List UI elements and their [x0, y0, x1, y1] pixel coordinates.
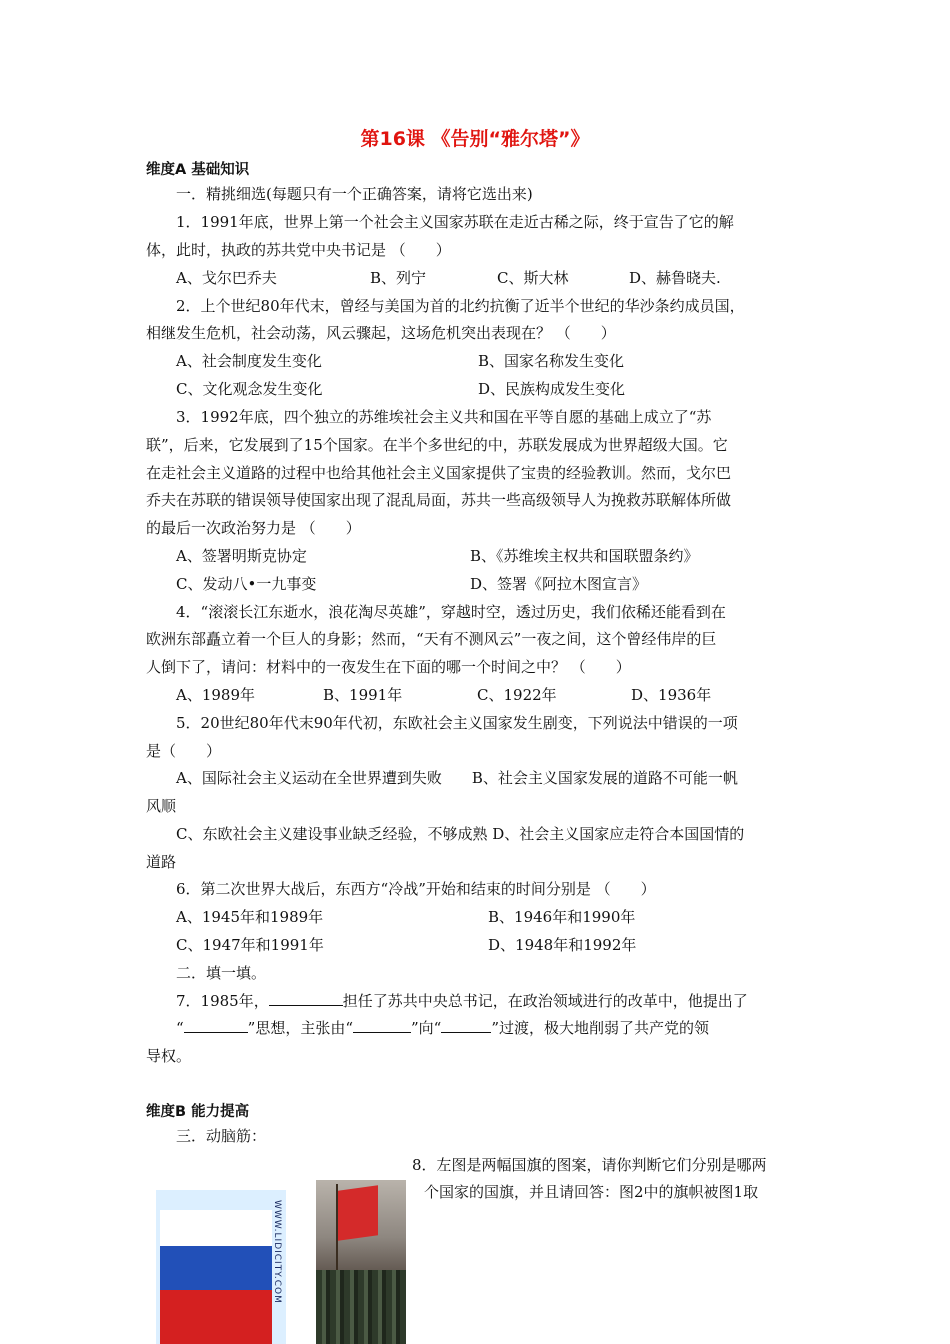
q2-option-b: B、国家名称发生变化: [478, 352, 625, 370]
q4-line-1: 4．“滚滚长江东逝水，浪花淘尽英雄”，穿越时空，透过历史，我们依稀还能看到在: [176, 603, 726, 621]
q3-line-3: 在走社会主义道路的过程中也给其他社会主义国家提供了宝贵的经验教训。然而，戈尔巴: [146, 464, 732, 482]
q4-line-2: 欧洲东部矗立着一个巨人的身影；然而，“天有不测风云”一夜之间，这个曾经伟岸的巨: [146, 630, 717, 648]
q5-options-ab: A、国际社会主义运动在全世界遭到失败 B、社会主义国家发展的道路不可能一帆: [176, 769, 738, 787]
watermark-text: WWW.LIDICITY.COM: [272, 1200, 282, 1304]
q1-option-c: C、斯大林: [497, 269, 569, 287]
parade-photo-image: [316, 1180, 406, 1344]
red-banner: [338, 1185, 378, 1241]
q5-line-2: 是（ ）: [146, 742, 222, 760]
q4-option-c: C、1922年: [477, 686, 557, 704]
lesson-title: 第16课 《告别“雅尔塔”》: [360, 128, 590, 150]
q6-option-b: B、1946年和1990年: [488, 908, 636, 926]
q1-option-d: D、赫鲁晓夫.: [629, 269, 721, 287]
q4-option-d: D、1936年: [631, 686, 712, 704]
q8-line-2: 个国家的国旗，并且请回答：图2中的旗帜被图1取: [424, 1183, 759, 1201]
q6-option-a: A、1945年和1989年: [176, 908, 324, 926]
q5-options-cd-cont: 道路: [146, 853, 177, 871]
q7-text-f: ”过渡，极大地削弱了共产党的领: [491, 1019, 710, 1037]
q7-text-c: “: [176, 1019, 184, 1037]
q7-text-a: 7．1985年，: [176, 992, 269, 1010]
q3-option-c: C、发动八•一九事变: [176, 575, 317, 593]
q5-options-ab-cont: 风顺: [146, 797, 177, 815]
q1-option-a: A、戈尔巴乔夫: [176, 269, 277, 287]
q2-line-2: 相继发生危机，社会动荡，风云骤起，这场危机突出表现在？ （ ）: [146, 324, 616, 342]
q3-option-d: D、签署《阿拉木图宣言》: [470, 575, 648, 593]
q4-option-a: A、1989年: [176, 686, 256, 704]
q7-line-2: [176, 1018, 709, 1038]
q7-text-e: ”向“: [411, 1019, 442, 1037]
part-two-heading: 二．填一填。: [176, 964, 267, 982]
q3-line-4: 乔夫在苏联的错误领导使国家出现了混乱局面，苏共一些高级领导人为挽救苏联解体所做: [146, 491, 732, 509]
q1-line-2: 体，此时，执政的苏共党中央书记是 （ ）: [146, 241, 451, 259]
q6-line-1: 6．第二次世界大战后，东西方“冷战”开始和结束的时间分别是 （ ）: [176, 880, 656, 898]
q2-option-a: A、社会制度发生变化: [176, 352, 322, 370]
q4-line-3: 人倒下了，请问：材料中的一夜发生在下面的哪一个时间之中？ （ ）: [146, 658, 631, 676]
q3-line-5: 的最后一次政治努力是 （ ）: [146, 519, 361, 537]
russian-flag-image: [156, 1190, 286, 1344]
q1-option-b: B、列宁: [370, 269, 427, 287]
section-a-heading: 维度A 基础知识: [146, 162, 250, 178]
q7-text-b: 担任了苏共中央总书记，在政治领域进行的改革中，他提出了: [342, 992, 748, 1010]
q3-option-b: B、《苏维埃主权共和国联盟条约》: [470, 547, 699, 565]
section-b-heading: 维度B 能力提高: [146, 1104, 250, 1120]
q4-option-b: B、1991年: [323, 686, 403, 704]
q7-line-3: 导权。: [146, 1047, 192, 1065]
flag-blue-stripe: [160, 1246, 272, 1292]
q6-option-d: D、1948年和1992年: [488, 936, 637, 954]
q7-text-d: ”思想，主张由“: [247, 1019, 354, 1037]
q2-option-c: C、文化观念发生变化: [176, 380, 323, 398]
q3-option-a: A、签署明斯克协定: [176, 547, 307, 565]
q5-options-cd: C、东欧社会主义建设事业缺乏经验，不够成熟 D、社会主义国家应走符合本国国情的: [176, 825, 745, 843]
flag-white-stripe: [160, 1210, 272, 1250]
q5-line-1: 5．20世纪80年代末90年代初，东欧社会主义国家发生剧变，下列说法中错误的一项: [176, 714, 738, 732]
q7-line-1: [176, 991, 748, 1011]
part-one-heading: 一．精挑细选(每题只有一个正确答案，请将它选出来): [176, 185, 533, 203]
flag-red-stripe: [160, 1290, 272, 1344]
q2-line-1: 2．上个世纪80年代末，曾经与美国为首的北约抗衡了近半个世纪的华沙条约成员国，: [176, 297, 745, 315]
q3-line-2: 联”，后来，它发展到了15个国家。在半个多世纪的中，苏联发展成为世界超级大国。它: [146, 436, 728, 454]
q8-line-1: 8．左图是两幅国旗的图案，请你判断它们分别是哪两: [412, 1156, 767, 1174]
q2-option-d: D、民族构成发生变化: [478, 380, 626, 398]
q7-blank-1[interactable]: [269, 991, 343, 1006]
q7-blank-4[interactable]: [441, 1018, 491, 1033]
marching-soldiers: [316, 1270, 406, 1344]
q3-line-1: 3．1992年底，四个独立的苏维埃社会主义共和国在平等自愿的基础上成立了“苏: [176, 408, 712, 426]
q7-blank-2[interactable]: [184, 1018, 248, 1033]
q1-line-1: 1．1991年底，世界上第一个社会主义国家苏联在走近古稀之际，终于宣告了它的解: [176, 213, 734, 231]
q7-blank-3[interactable]: [353, 1018, 411, 1033]
part-three-heading: 三．动脑筋：: [176, 1127, 267, 1145]
q6-option-c: C、1947年和1991年: [176, 936, 324, 954]
